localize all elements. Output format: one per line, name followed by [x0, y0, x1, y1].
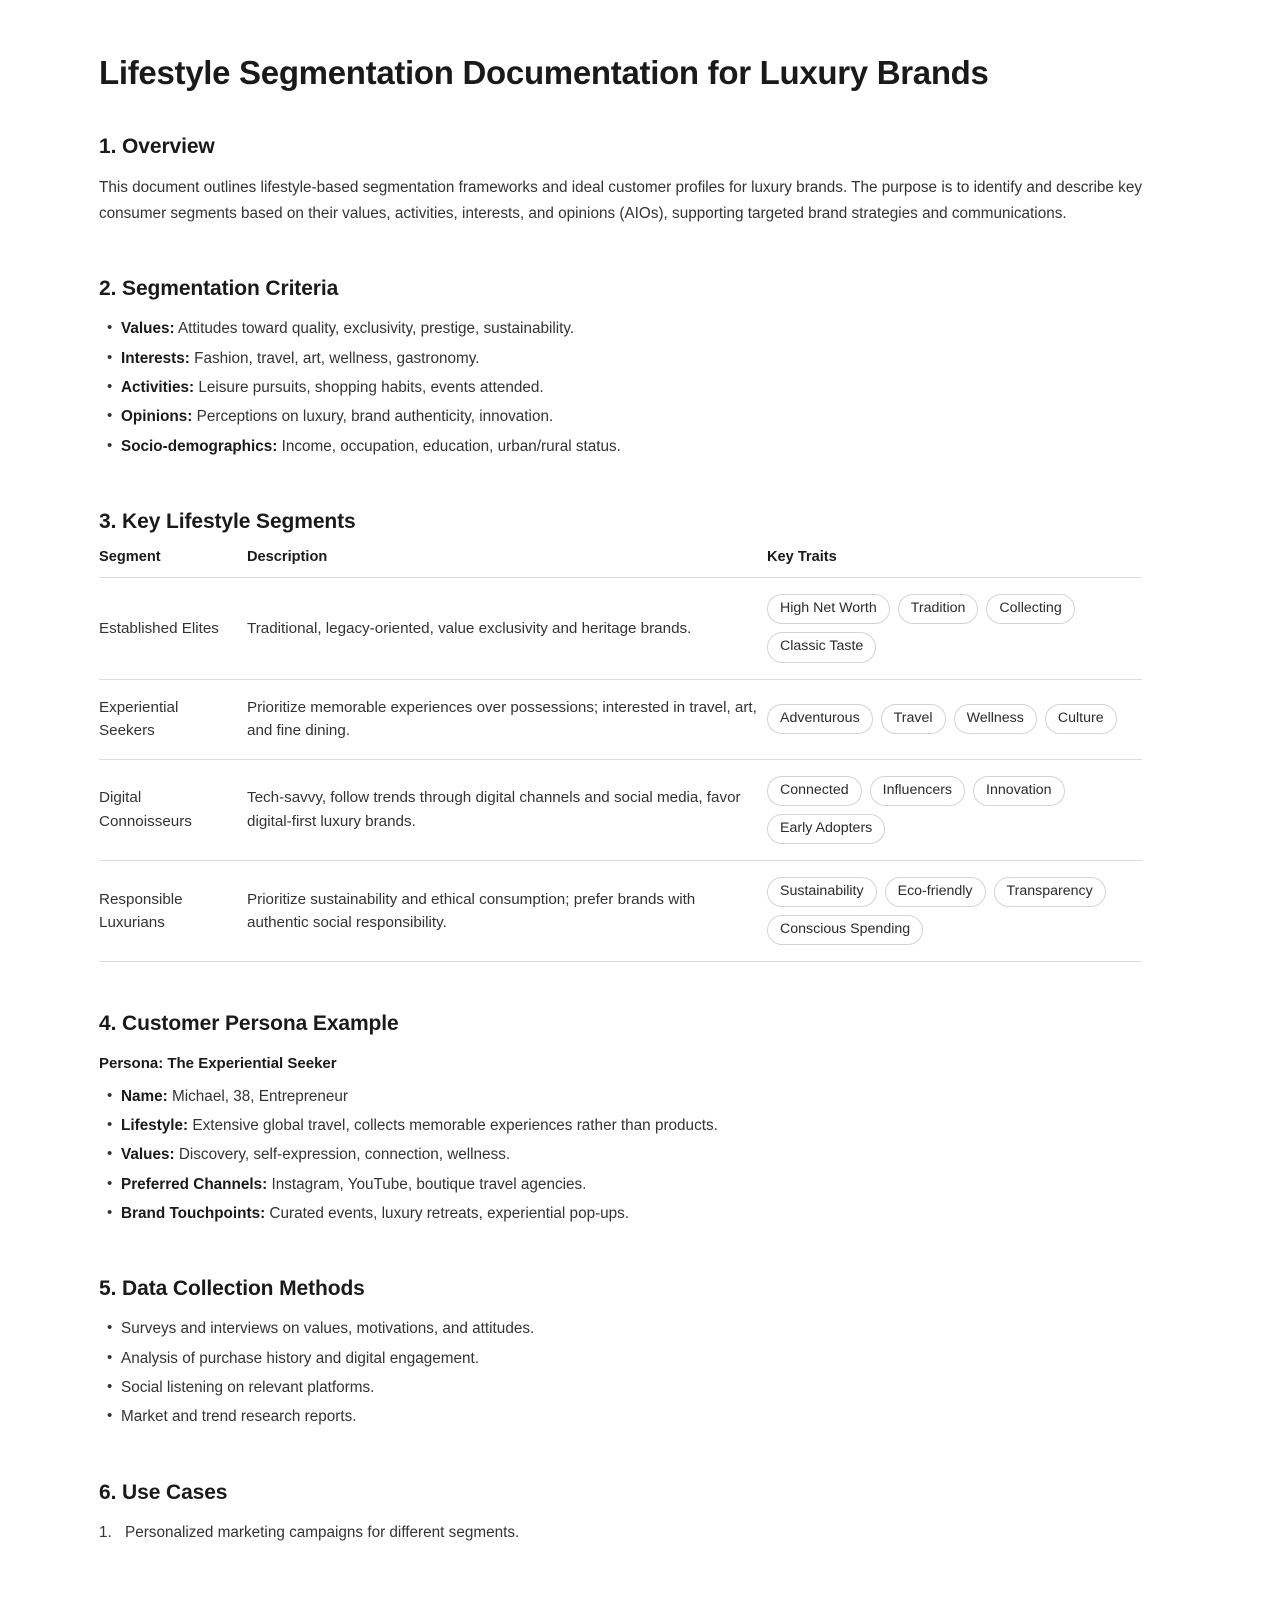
spacer	[99, 1461, 1150, 1479]
trait-pill[interactable]: Eco-friendly	[885, 877, 986, 907]
section-heading-methods: 5. Data Collection Methods	[99, 1277, 365, 1301]
section-use-cases	[99, 1479, 1150, 1547]
list-item-number: 1.	[99, 1523, 112, 1541]
persona-label: Lifestyle:	[121, 1116, 189, 1134]
criteria-label: Values:	[121, 320, 175, 338]
trait-pill-group	[767, 704, 1132, 734]
criteria-label: Activities:	[121, 379, 195, 397]
persona-text: Instagram, YouTube, boutique travel agencies.	[267, 1175, 587, 1193]
criteria-list	[99, 316, 1150, 459]
table-header-row	[99, 549, 1142, 578]
trait-pill[interactable]: Tradition	[898, 594, 979, 624]
section-key-lifestyle-segments	[99, 508, 1150, 962]
list-item	[99, 316, 1150, 342]
section-segmentation-criteria	[99, 275, 1150, 460]
table-row	[99, 759, 1142, 860]
list-item	[99, 434, 1150, 460]
column-header-key-traits: Key Traits	[767, 549, 1142, 578]
section-heading-criteria: 2. Segmentation Criteria	[99, 277, 339, 301]
segments-table	[99, 549, 1142, 962]
persona-label: Name:	[121, 1087, 168, 1105]
page-title: Lifestyle Segmentation Documentation for Luxury Brands	[99, 54, 989, 91]
cell-key-traits	[767, 679, 1142, 759]
persona-text: Michael, 38, Entrepreneur	[167, 1087, 349, 1105]
cell-segment: Responsible Luxurians	[99, 861, 247, 962]
list-item	[99, 1172, 1150, 1198]
trait-pill-group	[767, 776, 1132, 844]
trait-pill[interactable]: Collecting	[986, 594, 1074, 624]
table-row	[99, 578, 1142, 679]
trait-pill[interactable]: Adventurous	[767, 704, 873, 734]
methods-list	[99, 1316, 1150, 1430]
trait-pill[interactable]: Travel	[881, 704, 946, 734]
spacer	[99, 1257, 1150, 1275]
cell-description: Prioritize memorable experiences over possessions; interested in travel, art, and fine dining.	[247, 679, 767, 759]
cell-description: Traditional, legacy-oriented, value exclusivity and heritage brands.	[247, 578, 767, 679]
list-item	[99, 1201, 1150, 1227]
section-customer-persona	[99, 1010, 1150, 1227]
trait-pill[interactable]: Early Adopters	[767, 814, 885, 844]
spacer	[99, 490, 1150, 508]
section-heading-segments: 3. Key Lifestyle Segments	[99, 509, 356, 533]
trait-pill-group	[767, 594, 1132, 662]
persona-label: Preferred Channels:	[121, 1175, 268, 1193]
section-data-collection-methods	[99, 1275, 1150, 1430]
list-item	[99, 1520, 1150, 1546]
overview-paragraph: This document outlines lifestyle-based segmentation frameworks and ideal customer profiles for luxury brands. The purpose is to identify and describe key consumer segments based on their values, activities, interests, and opinions (AIOs), supporting targeted brand strategies and communications.	[99, 178, 1142, 222]
trait-pill[interactable]: Sustainability	[767, 877, 877, 907]
table-row	[99, 679, 1142, 759]
section-heading-overview: 1. Overview	[99, 135, 215, 159]
trait-pill[interactable]: High Net Worth	[767, 594, 890, 624]
list-item: • Market and trend research reports.	[99, 1404, 1150, 1430]
section-heading-persona: 4. Customer Persona Example	[99, 1012, 399, 1036]
cell-key-traits	[767, 861, 1142, 962]
table-row	[99, 861, 1142, 962]
list-item: • Social listening on relevant platforms.	[99, 1375, 1150, 1401]
list-item	[99, 1084, 1150, 1110]
section-overview	[99, 133, 1150, 227]
persona-label: Values:	[121, 1146, 175, 1164]
trait-pill[interactable]: Transparency	[994, 877, 1106, 907]
criteria-label: Interests:	[121, 349, 190, 367]
trait-pill[interactable]: Connected	[767, 776, 862, 806]
usecases-list	[99, 1520, 1150, 1546]
list-item	[99, 1142, 1150, 1168]
trait-pill[interactable]: Influencers	[870, 776, 965, 806]
persona-text: Extensive global travel, collects memorable experiences rather than products.	[188, 1116, 718, 1134]
persona-list	[99, 1084, 1150, 1227]
trait-pill[interactable]: Conscious Spending	[767, 915, 923, 945]
criteria-text: Income, occupation, education, urban/rural status.	[277, 437, 621, 455]
cell-key-traits	[767, 578, 1142, 679]
list-item: • Analysis of purchase history and digital engagement.	[99, 1346, 1150, 1372]
cell-segment: Experiential Seekers	[99, 679, 247, 759]
list-item	[99, 1113, 1150, 1139]
list-item	[99, 375, 1150, 401]
cell-description: Tech-savvy, follow trends through digital channels and social media, favor digital-first luxury brands.	[247, 759, 767, 860]
spacer	[99, 257, 1150, 275]
trait-pill[interactable]: Innovation	[973, 776, 1064, 806]
list-item-text: Personalized marketing campaigns for different segments.	[125, 1523, 520, 1541]
trait-pill[interactable]: Culture	[1045, 704, 1117, 734]
cell-segment: Established Elites	[99, 578, 247, 679]
cell-segment: Digital Connoisseurs	[99, 759, 247, 860]
cell-description: Prioritize sustainability and ethical consumption; prefer brands with authentic social responsibility.	[247, 861, 767, 962]
persona-subheading: Persona: The Experiential Seeker	[99, 1054, 337, 1072]
criteria-text: Fashion, travel, art, wellness, gastronomy.	[189, 349, 480, 367]
trait-pill-group	[767, 877, 1132, 945]
trait-pill[interactable]: Wellness	[954, 704, 1037, 734]
list-item	[99, 404, 1150, 430]
persona-text: Discovery, self-expression, connection, wellness.	[174, 1146, 511, 1164]
criteria-label: Socio-demographics:	[121, 437, 278, 455]
column-header-description: Description	[247, 549, 767, 578]
criteria-text: Perceptions on luxury, brand authenticity, innovation.	[192, 408, 554, 426]
section-heading-usecases: 6. Use Cases	[99, 1480, 228, 1504]
persona-label: Brand Touchpoints:	[121, 1204, 266, 1222]
cell-key-traits	[767, 759, 1142, 860]
criteria-text: Leisure pursuits, shopping habits, events attended.	[194, 379, 544, 397]
trait-pill[interactable]: Classic Taste	[767, 632, 876, 662]
column-header-segment: Segment	[99, 549, 247, 578]
list-item: • Surveys and interviews on values, motivations, and attitudes.	[99, 1316, 1150, 1342]
list-item	[99, 346, 1150, 372]
criteria-label: Opinions:	[121, 408, 193, 426]
persona-text: Curated events, luxury retreats, experiential pop-ups.	[265, 1204, 630, 1222]
criteria-text: Attitudes toward quality, exclusivity, prestige, sustainability.	[174, 320, 575, 338]
spacer	[99, 992, 1150, 1010]
